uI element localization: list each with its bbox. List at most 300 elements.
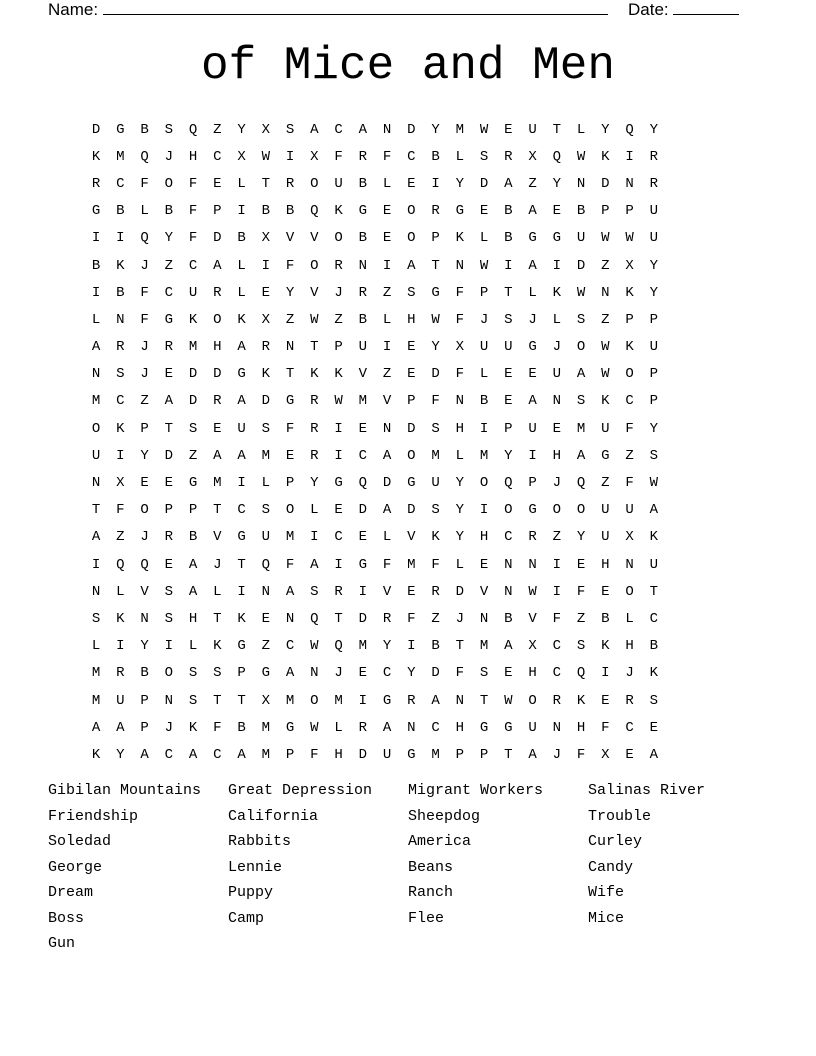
grid-letter: U [237,420,246,437]
grid-letter: K [334,366,343,383]
grid-letter: L [237,175,246,192]
grid-letter: P [407,393,416,410]
grid-letter: O [310,692,319,709]
grid-letter: H [455,719,465,736]
grid-letter: Y [407,665,416,682]
grid-letter: C [334,121,343,138]
grid-letter: O [213,311,222,328]
grid-letter: U [552,366,562,383]
grid-letter: D [358,610,368,627]
grid-letter: A [310,121,319,138]
grid-letter: Z [164,257,174,274]
grid-letter: O [164,175,174,192]
grid-letter: W [431,311,440,328]
grid-letter: F [625,420,634,437]
grid-letter: E [649,719,659,736]
grid-letter: G [528,502,537,519]
grid-letter: F [601,719,610,736]
grid-letter: E [528,366,537,383]
grid-letter: G [358,203,368,220]
grid-letter: G [285,719,295,736]
grid-letter: A [528,203,537,220]
grid-letter: I [479,420,489,437]
grid-letter: C [358,447,368,464]
grid-letter: P [285,475,295,492]
grid-letter: S [188,420,198,437]
grid-letter: J [213,556,222,573]
grid-letter: I [91,556,101,573]
grid-letter: L [382,175,392,192]
grid-letter: N [504,583,513,600]
grid-letter: J [552,475,562,492]
grid-letter: P [528,475,537,492]
word-list [48,780,788,959]
grid-letter: L [140,203,149,220]
grid-letter: U [649,339,659,356]
grid-letter: O [407,230,416,247]
grid-letter: S [479,665,489,682]
grid-letter: H [552,447,562,464]
grid-letter: W [310,638,319,655]
word-list-item: America [408,833,472,850]
grid-letter: E [479,556,489,573]
grid-letter: C [504,529,513,546]
grid-letter: U [601,420,610,437]
grid-letter: L [528,284,537,301]
grid-letter: Q [576,665,586,682]
grid-letter: N [407,719,416,736]
grid-letter: Z [552,529,562,546]
grid-letter: P [140,420,149,437]
grid-letter: F [285,556,295,573]
grid-letter: V [140,583,149,600]
grid-letter: I [625,148,634,165]
grid-letter: L [213,583,222,600]
grid-letter: I [552,583,562,600]
grid-letter: D [382,475,392,492]
grid-letter: T [310,339,319,356]
grid-letter: B [358,311,368,328]
grid-letter: V [479,583,489,600]
grid-letter: Q [552,148,562,165]
grid-letter: Y [455,529,465,546]
grid-letter: P [649,393,659,410]
grid-letter: S [188,692,198,709]
grid-letter: A [188,556,198,573]
grid-letter: X [601,746,610,763]
grid-letter: Y [116,746,125,763]
grid-letter: G [528,339,537,356]
grid-row [84,334,666,361]
grid-letter: S [407,284,416,301]
grid-letter: C [164,284,174,301]
grid-letter: O [407,203,416,220]
grid-letter: U [431,475,440,492]
grid-letter: B [188,529,198,546]
grid-letter: W [625,230,634,247]
name-field [48,0,608,20]
grid-letter: M [455,121,465,138]
grid-letter: M [91,665,101,682]
grid-letter: Y [382,638,392,655]
grid-letter: T [479,692,489,709]
grid-letter: F [213,719,222,736]
grid-letter: S [310,583,319,600]
grid-letter: V [358,366,368,383]
grid-row [84,442,666,469]
word-list-item: California [228,807,319,825]
grid-letter: M [431,447,440,464]
grid-letter: Y [649,420,659,437]
grid-letter: G [261,665,271,682]
grid-letter: D [407,121,416,138]
grid-letter: S [164,121,174,138]
grid-letter: H [625,638,634,655]
grid-letter: N [285,610,295,627]
grid-letter: X [625,529,634,546]
grid-letter: J [164,148,174,165]
grid-letter: U [625,502,634,519]
grid-letter: O [140,502,149,519]
grid-letter: K [601,638,610,655]
grid-letter: Y [237,121,246,138]
grid-letter: A [407,257,416,274]
grid-letter: U [649,230,659,247]
grid-row [84,660,666,687]
grid-row [84,143,666,170]
grid-letter: R [431,583,440,600]
grid-letter: J [455,610,465,627]
grid-row [84,687,666,714]
word-list-item: Gun [48,935,76,952]
grid-letter: Q [116,556,125,573]
word-list-item: Friendship [48,807,139,825]
grid-letter: A [358,121,368,138]
grid-letter: M [358,393,368,410]
grid-letter: E [261,610,271,627]
grid-letter: A [528,257,537,274]
grid-letter: K [116,420,125,437]
grid-letter: P [649,366,659,383]
grid-letter: D [91,121,101,138]
grid-letter: K [552,284,562,301]
grid-letter: E [504,366,513,383]
grid-letter: O [625,583,634,600]
grid-letter: Y [140,638,149,655]
grid-letter: E [552,420,562,437]
word-list-item: Wife [588,884,625,901]
grid-letter: U [528,420,537,437]
grid-letter: O [310,257,319,274]
word-list-item: Migrant Workers [408,782,544,799]
grid-letter: P [649,311,659,328]
grid-letter: N [504,556,513,573]
grid-letter: J [164,719,174,736]
grid-letter: I [285,148,295,165]
grid-letter: C [213,746,222,763]
word-list-item: Rabbits [228,833,292,850]
grid-letter: T [285,366,295,383]
grid-letter: Y [504,447,513,464]
word-list-item: Lennie [228,858,283,876]
grid-letter: E [164,556,174,573]
grid-letter: N [576,175,586,192]
grid-letter: E [213,175,222,192]
grid-letter: N [528,556,537,573]
grid-letter: N [285,339,295,356]
grid-letter: E [382,230,392,247]
name-blank-line [103,0,608,15]
grid-letter: E [164,366,174,383]
grid-letter: L [552,311,562,328]
grid-letter: O [407,447,416,464]
grid-letter: L [91,638,101,655]
grid-letter: I [334,447,343,464]
grid-letter: T [431,257,440,274]
grid-letter: D [601,175,610,192]
grid-letter: N [601,284,610,301]
grid-letter: E [334,502,343,519]
grid-letter: L [91,311,101,328]
grid-letter: R [213,393,222,410]
grid-letter: P [479,284,489,301]
grid-letter: F [576,583,586,600]
grid-letter: B [116,203,125,220]
grid-letter: K [116,610,125,627]
grid-letter: R [116,339,125,356]
grid-letter: P [504,420,513,437]
grid-letter: F [576,746,586,763]
grid-letter: E [576,556,586,573]
grid-letter: C [625,393,634,410]
grid-letter: N [358,257,368,274]
grid-letter: O [310,175,319,192]
grid-letter: P [285,746,295,763]
grid-letter: I [431,175,440,192]
grid-letter: H [601,556,610,573]
grid-letter: E [504,665,513,682]
grid-letter: A [576,447,586,464]
grid-letter: X [528,148,537,165]
grid-letter: F [188,203,198,220]
grid-letter: R [358,719,368,736]
grid-letter: P [164,502,174,519]
word-list-item: Mice [588,909,625,927]
grid-letter: U [528,719,537,736]
grid-letter: P [625,203,634,220]
grid-letter: B [237,719,246,736]
grid-letter: A [116,719,125,736]
grid-letter: N [91,583,101,600]
grid-letter: C [625,719,634,736]
grid-letter: P [140,692,149,709]
grid-letter: Z [382,284,392,301]
grid-letter: U [576,230,586,247]
grid-letter: A [237,339,246,356]
grid-letter: N [552,719,562,736]
grid-letter: D [455,583,465,600]
grid-letter: F [188,175,198,192]
grid-row [84,524,666,551]
grid-letter: E [285,447,295,464]
grid-letter: O [625,366,634,383]
grid-letter: A [237,746,246,763]
grid-row [84,415,666,442]
grid-letter: I [237,583,246,600]
grid-letter: O [552,502,562,519]
grid-letter: O [91,420,101,437]
grid-letter: B [140,665,149,682]
grid-letter: G [91,203,101,220]
grid-letter: Q [334,638,343,655]
grid-letter: L [334,719,343,736]
grid-letter: M [261,447,271,464]
grid-letter: J [140,339,149,356]
grid-letter: Y [455,475,465,492]
grid-letter: R [164,529,174,546]
grid-letter: T [213,610,222,627]
grid-letter: P [601,203,610,220]
grid-letter: O [576,502,586,519]
grid-letter: Z [625,447,634,464]
grid-letter: N [261,583,271,600]
grid-letter: A [140,746,149,763]
grid-letter: F [285,420,295,437]
grid-letter: U [334,175,343,192]
grid-letter: X [310,148,319,165]
grid-letter: E [213,420,222,437]
grid-letter: K [116,257,125,274]
grid-letter: C [649,610,659,627]
grid-letter: Z [188,447,198,464]
grid-letter: U [479,339,489,356]
grid-letter: C [334,529,343,546]
grid-letter: G [528,230,537,247]
grid-letter: I [358,583,368,600]
word-list-item: Curley [588,833,643,850]
grid-letter: Y [552,175,562,192]
grid-letter: U [116,692,125,709]
grid-letter: S [431,420,440,437]
grid-letter: M [285,692,295,709]
grid-letter: E [407,339,416,356]
grid-letter: I [407,638,416,655]
grid-letter: E [164,475,174,492]
grid-letter: Z [528,175,537,192]
grid-letter: D [431,366,440,383]
grid-letter: R [358,284,368,301]
grid-letter: C [552,665,562,682]
grid-letter: Y [455,175,465,192]
grid-letter: K [213,638,222,655]
grid-letter: G [358,556,368,573]
grid-letter: C [164,746,174,763]
grid-letter: U [649,203,659,220]
grid-letter: T [237,692,246,709]
grid-letter: I [116,230,125,247]
grid-letter: Q [140,230,149,247]
grid-letter: W [334,393,343,410]
grid-letter: F [310,746,319,763]
grid-letter: Z [116,529,125,546]
grid-letter: B [91,257,101,274]
grid-letter: K [455,230,465,247]
grid-letter: F [455,311,465,328]
grid-letter: F [431,393,440,410]
grid-letter: E [504,121,513,138]
grid-letter: K [576,692,586,709]
grid-letter: W [504,692,513,709]
grid-letter: O [576,339,586,356]
grid-letter: R [285,175,295,192]
grid-letter: Z [576,610,586,627]
grid-letter: H [188,148,198,165]
grid-letter: M [188,339,198,356]
grid-letter: N [382,420,392,437]
grid-letter: C [382,665,392,682]
grid-letter: M [479,638,489,655]
grid-letter: K [261,366,271,383]
grid-letter: W [576,148,586,165]
grid-letter: H [334,746,343,763]
grid-letter: I [116,447,125,464]
grid-letter: H [576,719,586,736]
grid-letter: B [358,230,368,247]
name-label: Name: [48,0,99,19]
grid-row [84,469,666,496]
grid-letter: I [334,420,343,437]
grid-letter: K [601,148,610,165]
word-list-item: Ranch [408,884,454,901]
grid-letter: A [91,339,101,356]
grid-letter: D [213,366,222,383]
date-field [628,0,739,20]
grid-letter: A [285,665,295,682]
grid-letter: W [601,366,610,383]
grid-letter: K [334,203,343,220]
grid-letter: N [140,610,149,627]
grid-letter: A [528,746,537,763]
word-list-item: Sheepdog [408,807,481,825]
grid-letter: T [552,121,562,138]
grid-letter: Y [649,284,659,301]
grid-letter: B [261,203,271,220]
word-list-item: Puppy [228,884,274,901]
grid-letter: F [455,284,465,301]
grid-letter: W [576,284,586,301]
grid-letter: C [285,638,295,655]
grid-letter: W [601,339,610,356]
grid-letter: F [140,311,149,328]
grid-letter: H [188,610,198,627]
grid-letter: Y [140,447,149,464]
grid-letter: H [455,420,465,437]
word-list-item: Soledad [48,833,112,850]
grid-letter: V [285,230,295,247]
grid-letter: T [237,556,246,573]
grid-letter: D [164,447,174,464]
grid-letter: L [455,148,465,165]
grid-letter: M [261,746,271,763]
grid-letter: S [649,447,659,464]
grid-letter: B [237,230,246,247]
grid-letter: W [479,257,489,274]
grid-letter: D [407,420,416,437]
grid-letter: Y [431,121,440,138]
grid-letter: I [334,556,343,573]
grid-letter: Z [601,257,610,274]
grid-letter: A [504,638,513,655]
